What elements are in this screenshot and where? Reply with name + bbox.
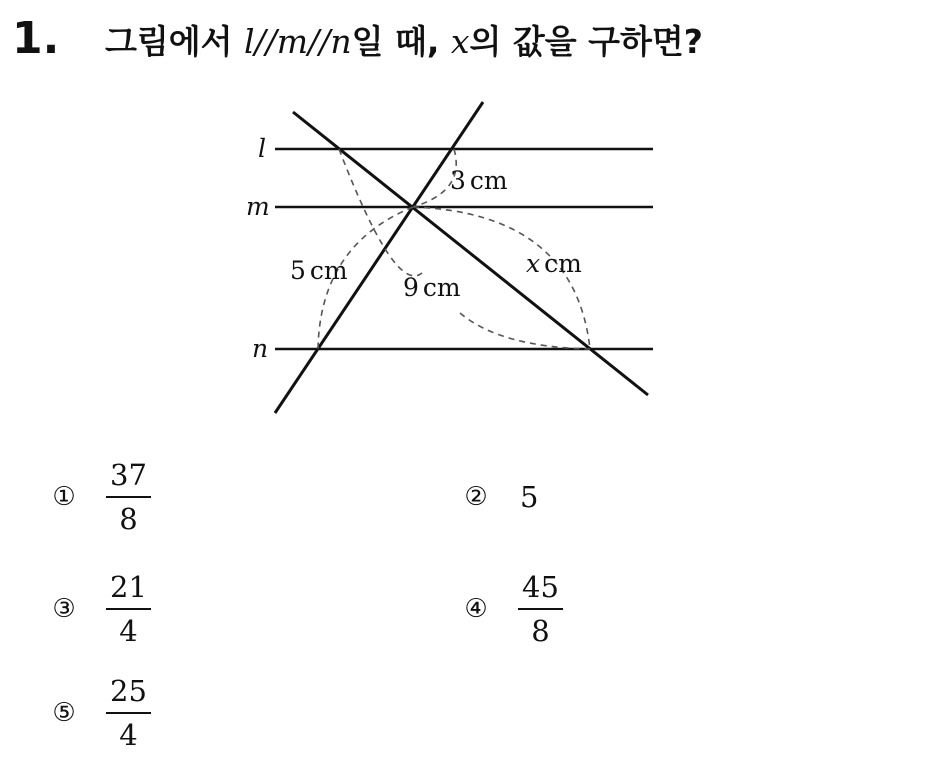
choice-value: 5 — [520, 480, 539, 514]
label-l: l — [258, 134, 266, 163]
length-3cm: 3 cm — [450, 166, 508, 195]
transversal-falling — [293, 112, 648, 395]
numerator: 37 — [110, 458, 147, 492]
label-n: n — [252, 334, 269, 363]
choice-1[interactable] — [44, 452, 151, 542]
denominator: 8 — [119, 502, 138, 536]
geometry-figure — [230, 95, 670, 425]
question-text-part: 일 때, — [351, 22, 451, 61]
numerator: 45 — [522, 570, 559, 604]
choice-5[interactable] — [44, 668, 151, 758]
choice-mark: ③ — [52, 594, 76, 624]
choice-2[interactable] — [456, 452, 538, 542]
choice-mark: ② — [464, 482, 488, 512]
label-m: m — [246, 192, 270, 221]
fraction — [106, 674, 151, 752]
choice-mark: ① — [52, 482, 76, 512]
length-9cm: 9 cm — [403, 273, 461, 302]
denominator: 4 — [119, 614, 138, 648]
length-xcm: x cm — [526, 249, 582, 278]
numerator: 21 — [110, 570, 147, 604]
question-text-part: 의 값을 구하면? — [469, 22, 703, 61]
arc-9cm-lower — [460, 313, 590, 349]
question-number: 1. — [12, 13, 60, 64]
question-text — [105, 20, 703, 64]
variable-x: x — [450, 22, 470, 61]
choice-4[interactable] — [456, 564, 563, 654]
fraction — [106, 458, 151, 536]
parallel-notation: l//m//n — [244, 22, 352, 61]
numerator: 25 — [110, 674, 147, 708]
denominator: 4 — [119, 718, 138, 752]
length-5cm: 5 cm — [290, 256, 348, 285]
fraction — [518, 570, 563, 648]
choice-mark: ④ — [464, 594, 488, 624]
fraction — [106, 570, 151, 648]
choice-3[interactable] — [44, 564, 151, 654]
question-text-part: 그림에서 — [105, 22, 245, 61]
choice-mark: ⑤ — [52, 698, 76, 728]
denominator: 8 — [531, 614, 550, 648]
